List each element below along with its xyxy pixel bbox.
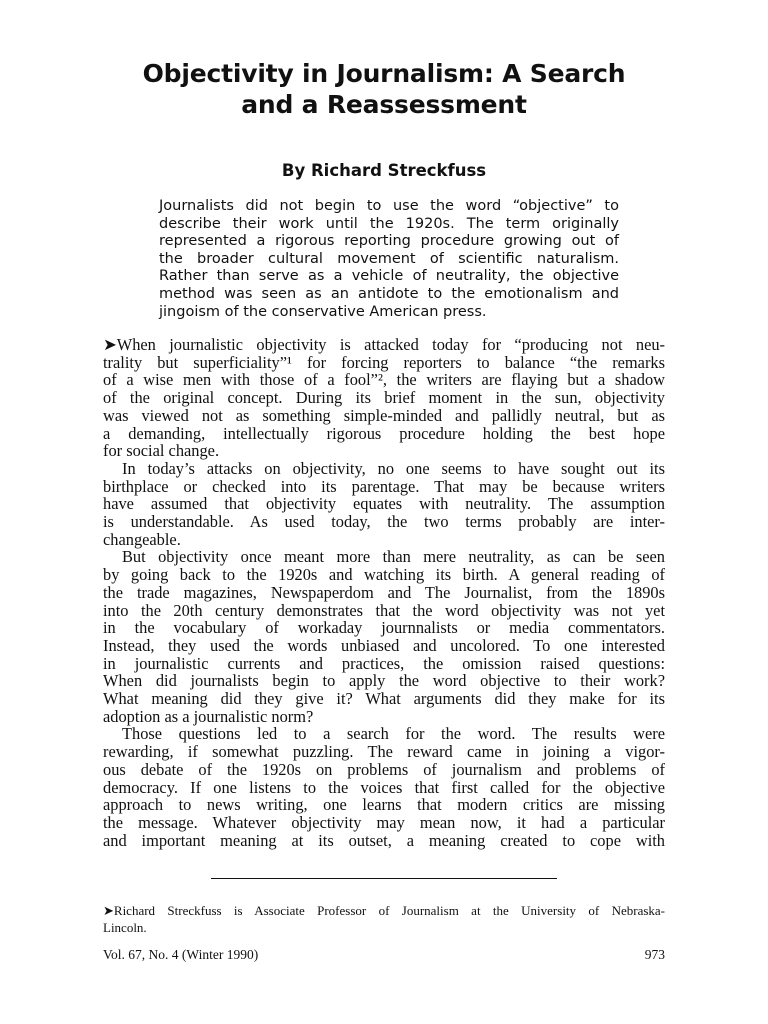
body-paragraph bbox=[103, 336, 665, 460]
footnote-line: ➤Richard Streckfuss is Associate Professor of Journalism at the University of Nebraska- bbox=[103, 903, 665, 918]
body-line: in the vocabulary of workaday journnalists or media commentators. bbox=[103, 618, 665, 638]
body-line: In today’s attacks on objectivity, no one seems to have sought out its bbox=[122, 458, 665, 478]
abstract-line: describe their work until the 1920s. The term originally bbox=[159, 215, 619, 232]
body-line: Instead, they used the words unbiased and uncolored. To one interested bbox=[103, 635, 665, 655]
body-line: birthplace or checked into its parentage. That may be because writers bbox=[103, 476, 665, 496]
author-footnote bbox=[103, 902, 665, 936]
body-line: of the original concept. During its brief moment in the sun, objectivity bbox=[103, 388, 665, 408]
body-paragraph bbox=[103, 460, 665, 549]
body-line: trality but superficiality”¹ for forcing reporters to balance “the remarks bbox=[103, 352, 665, 372]
body-line: Those questions led to a search for the word. The results were bbox=[122, 724, 665, 744]
body-paragraph bbox=[103, 548, 665, 725]
abstract-line: jingoism of the conservative American press. bbox=[159, 303, 487, 320]
abstract-line: Rather than serve as a vehicle of neutrality, the objective bbox=[159, 268, 619, 285]
body-line: the trade magazines, Newspaperdom and The Journalist, from the 1890s bbox=[103, 582, 665, 602]
body-line: into the 20th century demonstrates that the word objectivity was not yet bbox=[103, 600, 665, 620]
body-line: in journalistic currents and practices, the omission raised questions: bbox=[103, 653, 665, 673]
footnote-line: Lincoln. bbox=[103, 920, 147, 935]
article-body bbox=[103, 336, 665, 849]
body-line: the message. Whatever objectivity may mean now, it had a particular bbox=[103, 812, 665, 832]
body-line: But objectivity once meant more than mere neutrality, as can be seen bbox=[122, 547, 665, 567]
body-line: a demanding, intellectually rigorous procedure holding the best hope bbox=[103, 423, 665, 443]
body-line: changeable. bbox=[103, 529, 181, 549]
byline: By Richard Streckfuss bbox=[281, 161, 487, 180]
body-line: was viewed not as something simple-minded and pallidly neutral, but as bbox=[103, 405, 665, 425]
body-line: ➤When journalistic objectivity is attacked today for “producing not neu- bbox=[103, 335, 665, 354]
abstract-line: method was seen as an antidote to the emotionalism and bbox=[159, 285, 619, 302]
abstract-line: represented a rigorous reporting procedure growing out of bbox=[159, 233, 619, 250]
title-line: Objectivity in Journalism: A Search bbox=[142, 59, 626, 88]
body-paragraph bbox=[103, 725, 665, 849]
body-line: democracy. If one listens to the voices that first called for the objective bbox=[103, 777, 665, 797]
abstract-line: Journalists did not begin to use the word “objective” to bbox=[159, 198, 619, 214]
page-number: 973 bbox=[644, 947, 665, 962]
body-line: and important meaning at its outset, a meaning created to cope with bbox=[103, 830, 665, 850]
body-line: by going back to the 1920s and watching its birth. A general reading of bbox=[103, 565, 665, 585]
body-line: ous debate of the 1920s on problems of journalism and problems of bbox=[103, 759, 665, 779]
body-line: of a wise men with those of a fool”², the writers are flaying but a shadow bbox=[103, 370, 665, 390]
body-line: When did journalists begin to apply the word objective to their work? bbox=[103, 671, 665, 691]
body-line: is understandable. As used today, the two terms probably are inter- bbox=[103, 512, 665, 532]
body-line: have assumed that objectivity equates with neutrality. The assumption bbox=[103, 494, 665, 514]
abstract bbox=[159, 198, 619, 321]
body-line: rewarding, if somewhat puzzling. The reward came in joining a vigor- bbox=[103, 742, 665, 762]
volume-info: Vol. 67, No. 4 (Winter 1990) bbox=[103, 947, 259, 962]
title-line: and a Reassessment bbox=[241, 90, 527, 119]
abstract-line: the broader cultural movement of scientific naturalism. bbox=[159, 250, 619, 267]
article-title bbox=[84, 58, 684, 120]
body-line: adoption as a journalistic norm? bbox=[103, 706, 314, 726]
footnote-divider bbox=[211, 878, 557, 879]
body-line: for social change. bbox=[103, 441, 220, 461]
body-line: What meaning did they give it? What arguments did they make for its bbox=[103, 689, 665, 709]
body-line: approach to news writing, one learns that modern critics are missing bbox=[103, 795, 665, 815]
